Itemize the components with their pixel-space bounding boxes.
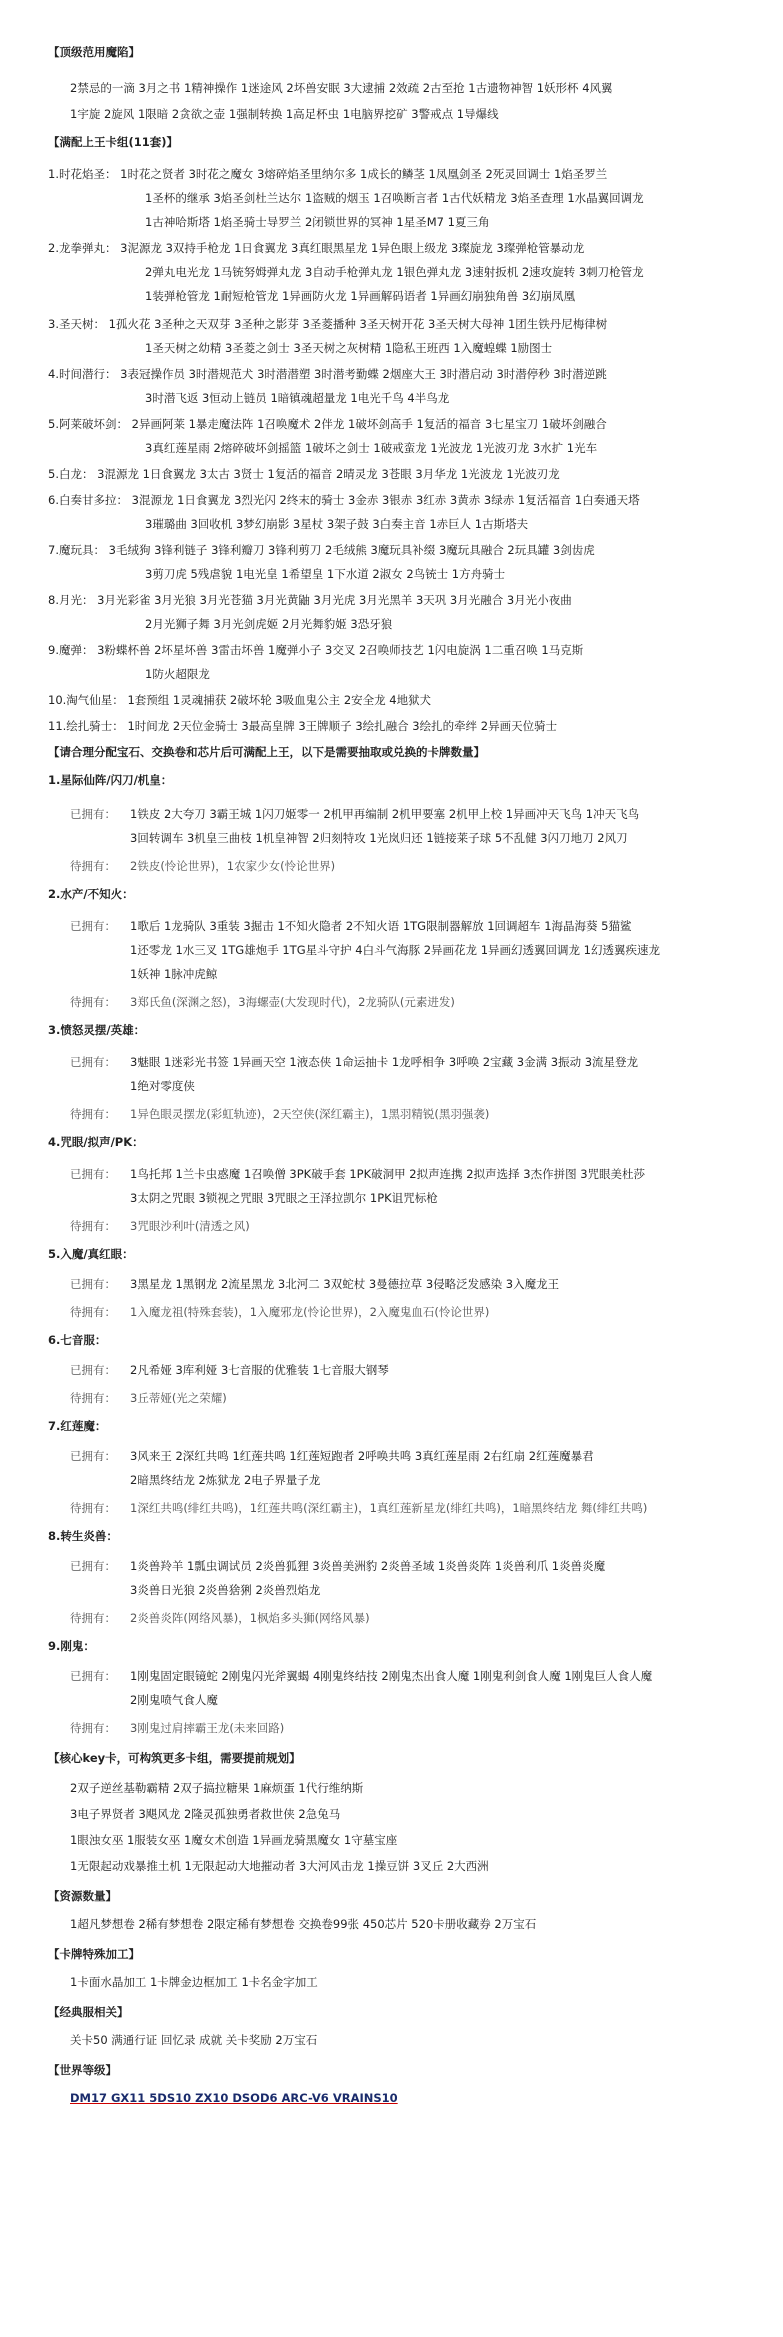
text-line: 2.龙拳弹丸： 3泥源龙 3双持手枪龙 1日食翼龙 3真红眼黑星龙 1异色眼上级龙 3璨旋龙 3璨弹枪管暴动龙: [48, 241, 585, 255]
text-line: 【世界等级】: [48, 2063, 117, 2077]
text-line: 3电子界贤者 3飓风龙 2隆灵孤独勇者救世侠 2急兔马: [70, 1807, 341, 1821]
text-line: DM17 GX11 5DS10 ZX10 DSOD6 ARC-V6 VRAINS10: [70, 2091, 398, 2105]
text-line: 3.愤怒灵摆/英雄：: [48, 1023, 146, 1037]
text-line: 1铁皮 2大夸刀 3霸王城 1闪刀姬零一 2机甲再编制 2机甲要塞 2机甲上校 1异画冲天飞鸟 1冲天飞鸟: [130, 807, 640, 821]
text-line: 2炎兽炎阵(网络风暴)，1枫焰多头狮(网络风暴): [130, 1611, 370, 1625]
text-line: 6.七音服：: [48, 1333, 107, 1347]
text-line: 9.刚鬼：: [48, 1639, 95, 1653]
text-line: 7.红莲魔：: [48, 1419, 107, 1433]
text-line: 1妖神 1脉冲虎鲸: [130, 967, 218, 981]
text-line: 已拥有：: [70, 1055, 116, 1069]
text-line: 待拥有：: [70, 859, 116, 873]
text-line: 2.水产/不知火：: [48, 887, 134, 901]
text-line: 待拥有：: [70, 1107, 116, 1121]
text-line: 3璀璐曲 3回收机 3梦幻崩影 3星杖 3架子鼓 3白奏主音 1赤巨人 1古斯塔夫: [145, 517, 529, 531]
text-line: 已拥有：: [70, 1669, 116, 1683]
text-line: 1无限起动戏暴推土机 1无限起动大地摧动者 3大河风击龙 1操豆饼 3叉丘 2大西洲: [70, 1859, 489, 1873]
text-line: 3炎兽日光狼 2炎兽猞猁 2炎兽烈焰龙: [130, 1583, 321, 1597]
text-line: 1绝对零度侠: [130, 1079, 195, 1093]
text-line: 已拥有：: [70, 1449, 116, 1463]
text-line: 3时潜飞返 3恒动上链员 1暗镇魂超量龙 1电光千鸟 4半鸟龙: [145, 391, 450, 405]
text-line: 8.转生炎兽：: [48, 1529, 118, 1543]
text-line: 关卡50 满通行证 回忆录 成就 关卡奖励 2万宝石: [70, 2033, 318, 2047]
text-line: 待拥有：: [70, 995, 116, 1009]
text-line: 3刚鬼过肩摔霸王龙(未来回路): [130, 1721, 285, 1735]
text-line: 1刚鬼固定眼镜蛇 2刚鬼闪光斧翼蝎 4刚鬼终结技 2刚鬼杰出食人魔 1刚鬼利剑食人魔 1刚鬼巨人食人魔: [130, 1669, 653, 1683]
text-line: 1鸟托邦 1兰卡虫惑魔 1召唤僧 3PK破手套 1PK破洞甲 2拟声连携 2拟声选择 3杰作拼图 3咒眼美杜莎: [130, 1167, 646, 1181]
text-line: 3丘蒂娅(光之荣耀): [130, 1391, 227, 1405]
text-line: 已拥有：: [70, 1363, 116, 1377]
text-line: 3魅眼 1迷彩光书签 1异画天空 1液态侠 1命运抽卡 1龙呼相争 3呼唤 2宝藏 3金满 3振动 3流星登龙: [130, 1055, 639, 1069]
text-line: 待拥有：: [70, 1219, 116, 1233]
text-line: 1卡面水晶加工 1卡牌金边框加工 1卡名金字加工: [70, 1975, 318, 1989]
text-line: 2弹丸电光龙 1马铳努姆弹丸龙 3自动手枪弹丸龙 1银色弹丸龙 3速射扳机 2速攻旋转 3刺刀枪管龙: [145, 265, 644, 279]
text-line: 1炎兽羚羊 1瓢虫调试员 2炎兽狐狸 3炎兽美洲豹 2炎兽圣域 1炎兽炎阵 1炎兽利爪 1炎兽炎魔: [130, 1559, 606, 1573]
text-line: 已拥有：: [70, 1559, 116, 1573]
text-line: 1.时花焰圣： 1时花之贤者 3时花之魔女 3熔碎焰圣里纳尔多 1成长的鳞茎 1凤凰剑圣 2死灵回调士 1焰圣罗兰: [48, 167, 608, 181]
text-line: 1眼浊女巫 1服装女巫 1魔女术创造 1异画龙骑黑魔女 1守墓宝座: [70, 1833, 398, 1847]
text-line: 8.月光： 3月光彩雀 3月光狼 3月光苍猫 3月光黄鼬 3月光虎 3月光黑羊 3天巩 3月光融合 3月光小夜曲: [48, 593, 572, 607]
text-line: 3.圣天树： 1孤火花 3圣种之天双芽 3圣种之影芽 3圣菱播种 3圣天树开花 3圣天树大母神 1团生铁丹尼梅律树: [48, 317, 608, 331]
text-line: 【满配上王卡组(11套)】: [48, 135, 179, 149]
text-line: 1异色眼灵摆龙(彩虹轨迹)，2天空侠(深红霸主)，1黑羽精锐(黑羽强袭): [130, 1107, 490, 1121]
text-line: 4.咒眼/拟声/PK：: [48, 1135, 144, 1149]
text-line: 2双子逆丝基勒霸精 2双子搞拉糖果 1麻烦蛋 1代行维纳斯: [70, 1781, 364, 1795]
text-line: 1古神哈斯塔 1焰圣骑士导罗兰 2闭锁世界的冥神 1星圣M7 1夏三角: [145, 215, 490, 229]
text-line: 1装弹枪管龙 1耐短枪管龙 1异画防火龙 1异画解码语者 1异画幻崩独角兽 3幻崩凤凰: [145, 289, 576, 303]
text-line: 待拥有：: [70, 1611, 116, 1625]
text-line: 1歌后 1龙骑队 3重装 3掘击 1不知火隐者 2不知火语 1TG限制器解放 1回调超车 1海晶海葵 5猫鲨: [130, 919, 632, 933]
text-line: 待拥有：: [70, 1501, 116, 1515]
text-line: 7.魔玩具： 3毛绒狗 3锋利链子 3锋利瓣刀 3锋利剪刀 2毛绒熊 3魔玩具补缀 3魔玩具融合 2玩具罐 3剑齿虎: [48, 543, 595, 557]
text-line: 【经典服相关】: [48, 2005, 129, 2019]
text-line: 待拥有：: [70, 1391, 116, 1405]
text-line: 【卡牌特殊加工】: [48, 1947, 140, 1961]
text-line: 11.绘扎骑士： 1时间龙 2天位金骑士 3最高皇牌 3王牌顺子 3绘扎融合 3绘扎的牵绊 2异画天位骑士: [48, 719, 558, 733]
text-line: 3真红莲星雨 2熔碎破坏剑摇篮 1破坏之剑士 1破戒蛮龙 1光波龙 1光波刃龙 3水扩 1光车: [145, 441, 598, 455]
text-line: 1.星际仙阵/闪刀/机皇：: [48, 773, 173, 787]
text-line: 1圣天树之幼精 3圣菱之剑士 3圣天树之灰树精 1隐私王班西 1入魔蝗蝶 1励图士: [145, 341, 553, 355]
text-line: 4.时间潜行： 3表冠操作员 3时潜规范犬 3时潜潜塑 3时潜考勤蝶 2烟座大王 3时潜启动 3时潜停秒 3时潜逆跳: [48, 367, 607, 381]
text-line: 已拥有：: [70, 1277, 116, 1291]
text-line: 待拥有：: [70, 1721, 116, 1735]
text-line: 3太阴之咒眼 3锁视之咒眼 3咒眼之王泽拉凯尔 1PK诅咒标枪: [130, 1191, 438, 1205]
text-line: 【核心key卡，可构筑更多卡组，需要提前规划】: [48, 1751, 301, 1765]
text-line: 待拥有：: [70, 1305, 116, 1319]
text-line: 【顶级范用魔陷】: [48, 45, 140, 59]
text-line: 2暗黑终结龙 2炼狱龙 2电子界量子龙: [130, 1473, 321, 1487]
text-line: 10.淘气仙星： 1套预组 1灵魂捕获 2破坏轮 3吸血鬼公主 2安全龙 4地狱犬: [48, 693, 432, 707]
text-line: 5.入魔/真红眼：: [48, 1247, 134, 1261]
text-line: 1防火超限龙: [145, 667, 210, 681]
text-line: 6.白奏甘多拉： 3混源龙 1日食翼龙 3烈光闪 2终末的骑士 3金赤 3银赤 3红赤 3黄赤 3绿赤 1复活福音 1白奏通天塔: [48, 493, 640, 507]
text-line: 2铁皮(怜论世界)，1农家少女(怜论世界): [130, 859, 336, 873]
text-line: 已拥有：: [70, 919, 116, 933]
text-line: 2刚鬼喷气食人魔: [130, 1693, 218, 1707]
text-line: 【资源数量】: [48, 1889, 117, 1903]
text-line: 2凡希娅 3库利娅 3七音服的优雅装 1七音服大钢琴: [130, 1363, 389, 1377]
text-line: 1还零龙 1水三叉 1TG雄炮手 1TG星斗守护 4白斗气海豚 2异画花龙 1异画幻透翼回调龙 1幻透翼疾速龙: [130, 943, 660, 957]
text-line: 已拥有：: [70, 1167, 116, 1181]
text-line: 1超凡梦想卷 2稀有梦想卷 2限定稀有梦想卷 交换卷99张 450芯片 520卡册收藏券 2万宝石: [70, 1917, 537, 1931]
text-line: 1宇旋 2旋风 1限暗 2贪欲之壶 1强制转换 1高足杯虫 1电脑界挖矿 3警戒点 1导爆线: [70, 107, 499, 121]
text-line: 1入魔龙祖(特殊套装)，1入魔邪龙(怜论世界)，2入魔鬼血石(怜论世界): [130, 1305, 490, 1319]
text-line: 9.魔弹： 3粉蝶杯兽 2坏星坏兽 3雷击坏兽 1魔弹小子 3交叉 2召唤师技艺 1闪电旋涡 1二重召唤 1马克斯: [48, 643, 584, 657]
text-line: 1深红共鸣(绯红共鸣)，1红莲共鸣(深红霸主)，1真红莲新星龙(绯红共鸣)，1暗黑终结龙 舞(绯红共鸣): [130, 1501, 648, 1515]
text-line: 3黑星龙 1黑钢龙 2流星黑龙 3北河二 3双蛇杖 3曼德拉草 3侵略泛发感染 3入魔龙王: [130, 1277, 560, 1291]
text-line: 3郑氏鱼(深渊之怒)，3海螺壶(大发现时代)，2龙骑队(元素进发): [130, 995, 455, 1009]
text-line: 3咒眼沙利叶(清透之风): [130, 1219, 250, 1233]
text-line: 2月光狮子舞 3月光剑虎姬 2月光舞豹姬 3恐牙狼: [145, 617, 393, 631]
text-line: 5.白龙： 3混源龙 1日食翼龙 3太古 3贤士 1复活的福音 2晴灵龙 3苍眼 3月华龙 1光波龙 1光波刃龙: [48, 467, 560, 481]
text-line: 1圣杯的继承 3焰圣剑杜兰达尔 1盗贼的烟玉 1召唤断言者 1古代妖精龙 3焰圣查理 1水晶翼回调龙: [145, 191, 644, 205]
text-line: 5.阿莱破坏剑： 2异画阿莱 1暴走魔法阵 1召唤魔术 2伴龙 1破坏剑高手 1复活的福音 3七星宝刀 1破坏剑融合: [48, 417, 607, 431]
text-line: 2禁忌的一滴 3月之书 1精神操作 1迷途风 2坏兽安眠 3大逮捕 2效疏 2古至抢 1古遗物神智 1妖形杯 4风翼: [70, 81, 613, 95]
text-line: 3剪刀虎 5残虐貌 1电光皇 1希望皇 1下水道 2淑女 2鸟铳士 1方舟骑士: [145, 567, 506, 581]
text-line: 【请合理分配宝石、交换卷和芯片后可满配上王，以下是需要抽取或兑换的卡牌数量】: [48, 745, 485, 759]
text-line: 3风来王 2深红共鸣 1红莲共鸣 1红莲短跑者 2呼唤共鸣 3真红莲星雨 2右红扇 2红莲魔暴君: [130, 1449, 594, 1463]
text-line: 3回转调车 3机皇三曲枝 1机皇神智 2归刻特攻 1光岚归还 1链接莱子球 5不乱健 3闪刀地刀 2风刀: [130, 831, 628, 845]
text-line: 已拥有：: [70, 807, 116, 821]
